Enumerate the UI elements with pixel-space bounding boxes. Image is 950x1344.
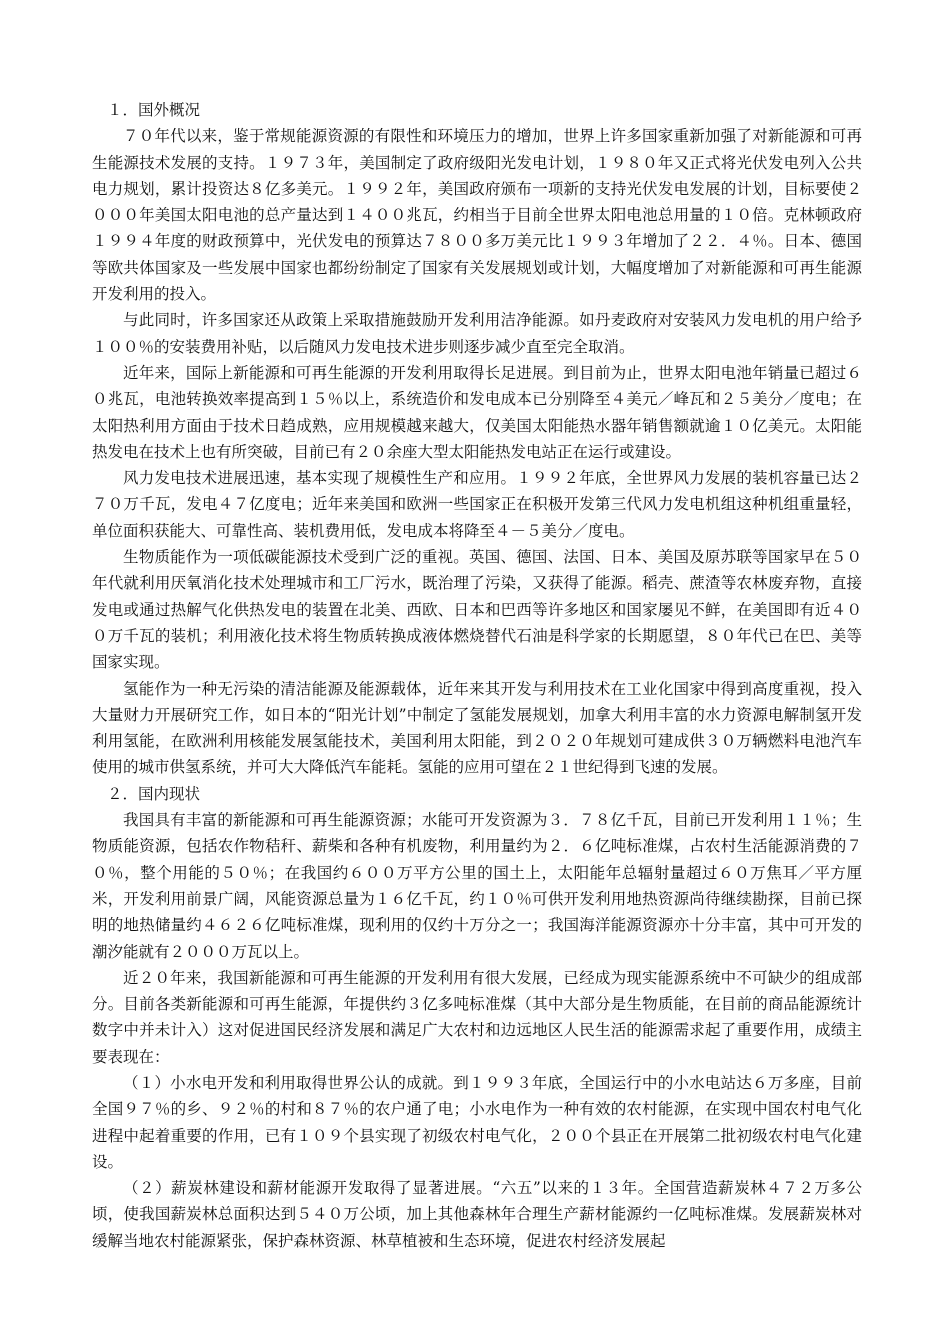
paragraph-clean-energy-policy: 与此同时，许多国家还从政策上采取措施鼓励开发利用洁净能源。如丹麦政府对安装风力发电机的用户给予１００％的安装费用补贴，以后随风力发电技术进步则逐步减少直至完全取消。 <box>92 311 862 356</box>
paragraph-solar-progress: 近年来，国际上新能源和可再生能源的开发利用取得长足进展。到目前为止，世界太阳电池年销量已超过６０兆瓦，电池转换效率提高到１５％以上，系统造价和发电成本已分别降至４美元／峰瓦和２５美分／度电；在太阳热利用方面由于技术日趋成熟，应用规模越来越大，仅美国太阳能热水器年销售额就逾１０亿美元。太阳能热发电在技术上也有所突破，目前已有２０余座大型太阳能热发电站正在运行或建设。 <box>92 363 862 461</box>
paragraph-biomass: 生物质能作为一项低碳能源技术受到广泛的重视。英国、德国、法国、日本、美国及原苏联等国家早在５０年代就利用厌氧消化技术处理城市和工厂污水，既治理了污染，又获得了能源。稻壳、蔗渣等农林废弃物，直接发电或通过热解气化供热发电的装置在北美、西欧、日本和巴西等许多地区和国家屡见不鲜，在美国即有近４００万千瓦的装机；利用液化技术将生物质转换成液体燃烧替代石油是科学家的长期愿望，８０年代已在巴、美等国家实现。 <box>92 548 862 672</box>
paragraph-foreign-policy: ７０年代以来，鉴于常规能源资源的有限性和环境压力的增加，世界上许多国家重新加强了对新能源和可再生能源技术发展的支持。１９７３年，美国制定了政府级阳光发电计划，１９８０年又正式将光伏发电列入公共电力规划，累计投资达８亿多美元。１９９２年，美国政府颁布一项新的支持光伏发电发展的计划，目标要使２０００年美国太阳电池的总产量达到１４００兆瓦，约相当于目前全世界太阳电池总用量的１０倍。克林顿政府１９９４年度的财政预算中，光伏发电的预算达７８００多万美元比１９９３年增加了２２．４％。日本、德国等欧共体国家及一些发展中国家也都纷纷制定了国家有关发展规划或计划，大幅度增加了对新能源和可再生能源开发利用的投入。 <box>92 127 862 304</box>
paragraph-domestic-resources: 我国具有丰富的新能源和可再生能源资源；水能可开发资源为３．７８亿千瓦，目前已开发利用１１％；生物质能资源，包括农作物秸秆、薪柴和各种有机废物，利用量约为２．６亿吨标准煤，占农村生活能源消费的７０％，整个用能的５０％；在我国约６００万平方公里的国土上，太阳能年总辐射量超过６０万焦耳／平方厘米，开发利用前景广阔，风能资源总量为１６亿千瓦，约１０％可供开发利用地热资源尚待继续勘探，目前已探明的地热储量约４６２６亿吨标准煤，现利用的仅约十万分之一；我国海洋能源资源亦十分丰富，其中可开发的潮汐能就有２０００万瓦以上。 <box>92 811 862 961</box>
section-heading-domestic: ２．国内现状 <box>107 784 201 803</box>
paragraph-wind-power: 风力发电技术进展迅速，基本实现了规模性生产和应用。１９９２年底，全世界风力发展的装机容量已达２７０万千瓦，发电４７亿度电；近年来美国和欧洲一些国家正在积极开发第三代风力发电机组这种机组重量轻，单位面积获能大、可靠性高、装机费用低，发电成本将降至４－５美分／度电。 <box>92 469 862 540</box>
section-heading-foreign: １．国外概况 <box>107 101 201 119</box>
document-page <box>92 97 862 1254</box>
paragraph-fuelwood: （２）薪炭林建设和薪材能源开发取得了显著进展。“六五”以来的１３年。全国营造薪炭林４７２万多公顷，使我国薪炭林总面积达到５４０万公顷，加上其他森林年合理生产薪材能源约一亿吨标准煤。发展薪炭林对缓解当地农村能源紧张，保护森林资源、林草植被和生态环境，促进农村经济发展起 <box>92 1179 862 1250</box>
paragraph-hydrogen: 氢能作为一种无污染的清洁能源及能源载体，近年来其开发与利用技术在工业化国家中得到高度重视，投入大量财力开展研究工作，如日本的“阳光计划”中制定了氢能发展规划，加拿大利用丰富的水力资源电解制氢开发利用氢能，在欧洲利用核能发展氢能技术，美国利用太阳能，到２０２０年规划可建成供３０万辆燃料电池汽车使用的城市供氢系统，并可大大降低汽车能耗。氢能的应用可望在２１世纪得到飞速的发展。 <box>92 679 862 777</box>
paragraph-domestic-development: 近２０年来，我国新能源和可再生能源的开发利用有很大发展，已经成为现实能源系统中不可缺少的组成部分。目前各类新能源和可再生能源，年提供约３亿多吨标准煤（其中大部分是生物质能，在目前的商品能源统计数字中并未计入）这对促进国民经济发展和满足广大农村和边远地区人民生活的能源需求起了重要作用，成绩主要表现在： <box>92 968 862 1066</box>
paragraph-small-hydro: （１）小水电开发和利用取得世界公认的成就。到１９９３年底，全国运行中的小水电站达６万多座，目前全国９７％的乡、９２％的村和８７％的农户通了电；小水电作为一种有效的农村能源，在实现中国农村电气化进程中起着重要的作用，已有１０９个县实现了初级农村电气化，２００个县正在开展第二批初级农村电气化建设。 <box>92 1073 862 1171</box>
